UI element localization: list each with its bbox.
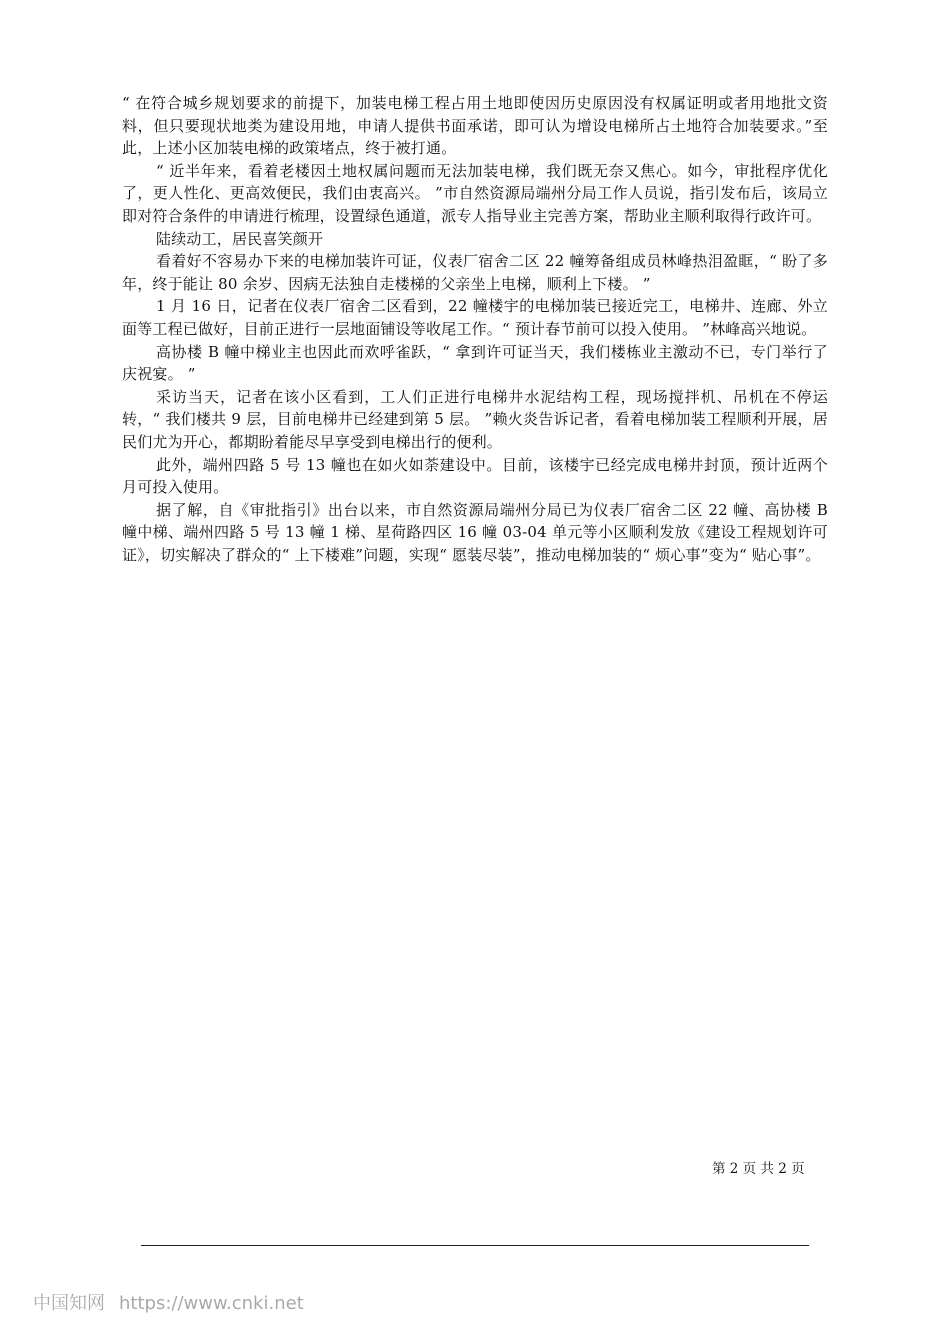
- article-paragraph-8: 据了解，自《审批指引》出台以来，市自然资源局端州分局已为仪表厂宿舍二区 22 幢、高协楼 B 幢中梯、端州四路 5 号 13 幢 1 梯、星荷路四区 16 幢 03-04 单元等小区顺利发放《建设工程规划许可证》，切实解决了群众的“ 上下楼难”问题，实现“ 愿装尽装”，推动电梯加装的“ 烦心事”变为“ 贴心事”。: [122, 500, 828, 564]
- article-paragraph-2: “ 近半年来，看着老楼因土地权属问题而无法加装电梯，我们既无奈又焦心。如今，审批程序优化了，更人性化、更高效便民，我们由衷高兴。 ”市自然资源局端州分局工作人员说，指引发布后，该局立即对符合条件的申请进行梳理，设置绿色通道，派专人指导业主完善方案，帮助业主顺利取得行政许可。: [122, 161, 828, 225]
- section-heading: 陆续动工，居民喜笑颜开: [156, 229, 324, 248]
- article-paragraph-3: 看着好不容易办下来的电梯加装许可证，仪表厂宿舍二区 22 幢筹备组成员林峰热泪盈眶，“ 盼了多年，终于能让 80 余岁、因病无法独自走楼梯的父亲坐上电梯，顺利上下楼。 ”: [122, 252, 828, 293]
- article-body: [122, 92, 828, 566]
- article-paragraph-4: 1 月 16 日，记者在仪表厂宿舍二区看到，22 幢楼宇的电梯加装已接近完工，电梯井、连廊、外立面等工程已做好，目前正进行一层地面铺设等收尾工作。“ 预计春节前可以投入使用。 ”林峰高兴地说。: [122, 297, 828, 338]
- footer-divider: [141, 1245, 809, 1246]
- article-paragraph-6: 采访当天，记者在该小区看到，工人们正进行电梯井水泥结构工程，现场搅拌机、吊机在不停运转，“ 我们楼共 9 层，目前电梯井已经建到第 5 层。 ”赖火炎告诉记者，看着电梯加装工程顺利开展，居民们尤为开心，都期盼着能尽早享受到电梯出行的便利。: [122, 387, 828, 451]
- watermark-url: https://www.cnki.net: [119, 1293, 304, 1314]
- cnki-watermark: [33, 1291, 304, 1317]
- article-paragraph-5: 高协楼 B 幢中梯业主也因此而欢呼雀跃，“ 拿到许可证当天，我们楼栋业主激动不已，专门举行了庆祝宴。 ”: [122, 342, 828, 384]
- page-number: 第 2 页 共 2 页: [712, 1161, 805, 1177]
- article-paragraph-1: “ 在符合城乡规划要求的前提下，加装电梯工程占用土地即使因历史原因没有权属证明或者用地批文资料，但只要现状地类为建设用地，申请人提供书面承诺，即可认为增设电梯所占土地符合加装要求。”至此，上述小区加装电梯的政策堵点，终于被打通。: [122, 94, 828, 158]
- article-paragraph-7: 此外，端州四路 5 号 13 幢也在如火如荼建设中。目前，该楼宇已经完成电梯井封顶，预计近两个月可投入使用。: [122, 455, 828, 497]
- watermark-brand: 中国知网: [33, 1293, 105, 1314]
